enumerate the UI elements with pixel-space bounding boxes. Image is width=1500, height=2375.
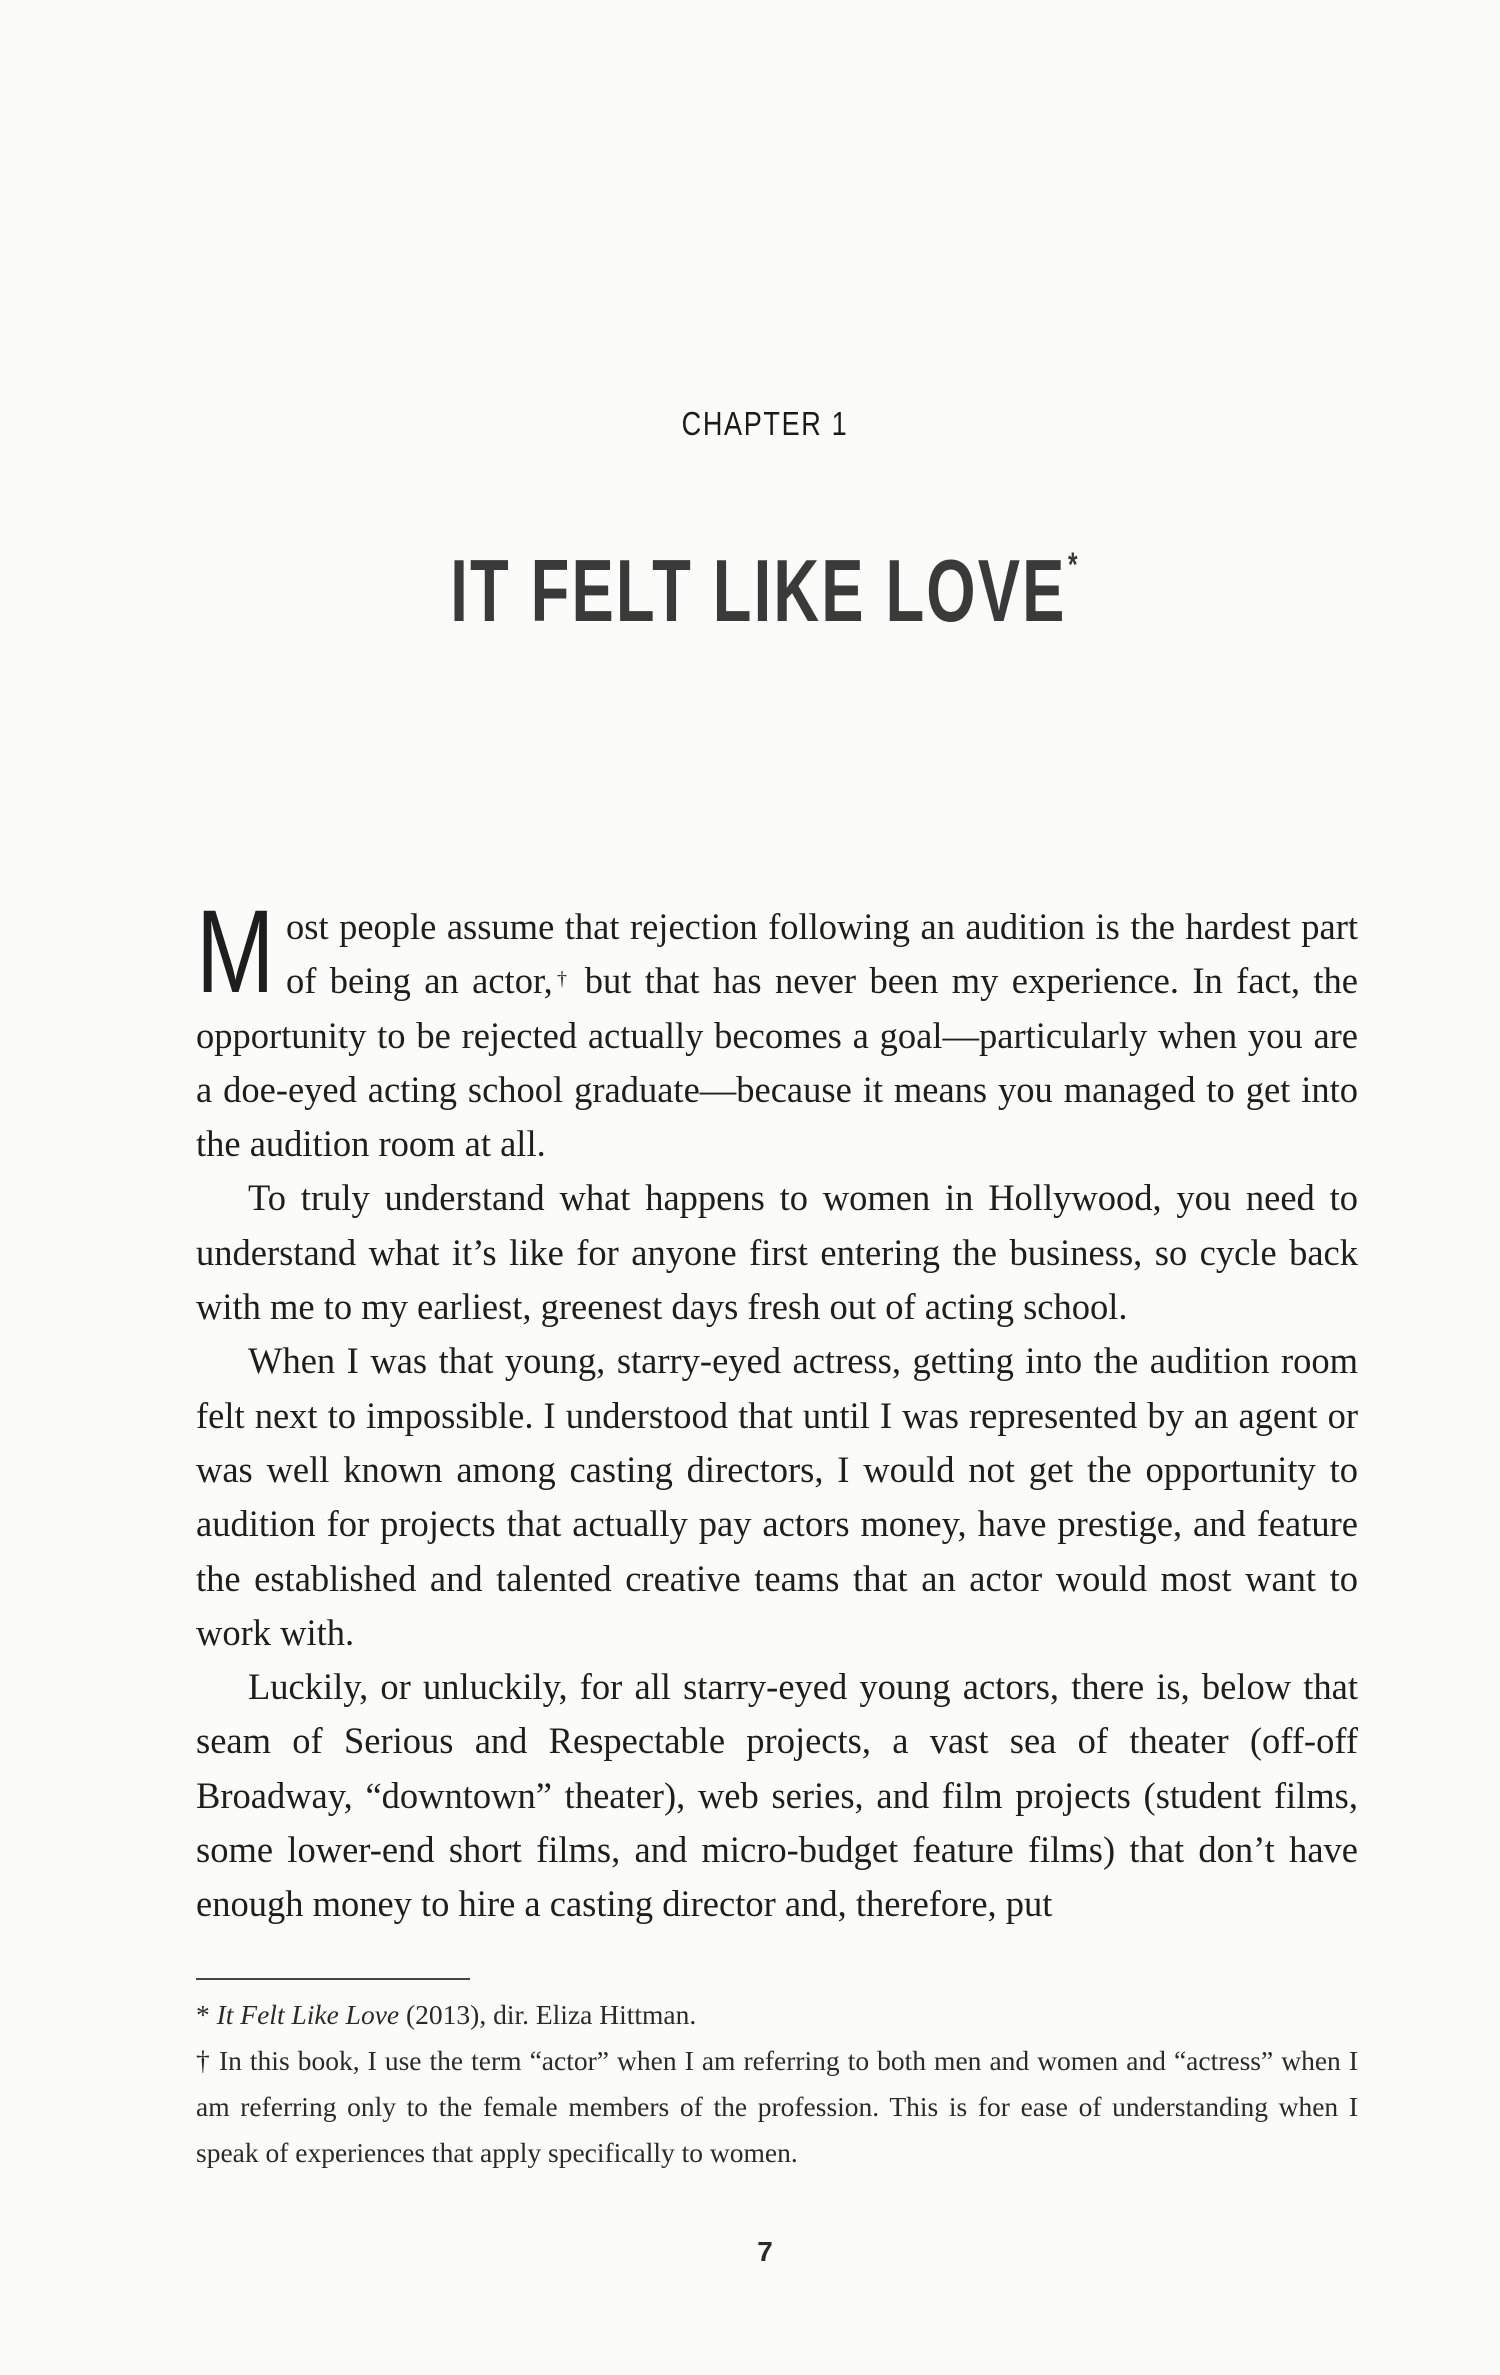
footnote-divider [196,1978,470,1980]
paragraph-1 [196,886,1359,1171]
paragraph-1-text-b: but that has never been my experience. In fact, the opportunity to be rejected actually becomes a goal—particularly when you are a doe-eyed acting school graduate—because it means you managed to get into the audition room at all. [196,960,1359,1165]
footnote-1-text: (2013), dir. Eliza Hittman. [399,1999,697,2030]
footnote-2-text: In this book, I use the term “actor” when I am referring to both men and women and “actress” when I am referring only to the female members of the profession. This is for ease of understanding when I speak of experiences that apply specifically to women. [196,2045,1358,2168]
chapter-title-text: IT FELT LIKE LOVE [450,541,1067,640]
footnote-2 [196,2038,1358,2176]
paragraph-1-text-a: ost people assume that rejection following an audition is the hardest part of being an actor, [286,906,1358,1002]
page-number: 7 [757,2236,773,2267]
chapter-label: CHAPTER 1 [681,405,849,442]
paragraph-4: Luckily, or unluckily, for all starry-eyed young actors, there is, below that seam of Serious and Respectable projects, a vast sea of theater (off-off Broadway, “downtown” theater), web series, and film projects (student films, some lower-end short films, and micro-budget feature films) that don’t have enough money to hire a casting director and, therefore, put [196,1666,1358,1925]
body-text [196,886,1359,1932]
chapter-title-footnote-mark: * [1068,546,1080,584]
footnote-2-mark: † [196,2045,211,2076]
footnote-1 [196,1992,1358,2038]
footnote-1-mark: * [196,1999,210,2030]
actor-footnote-mark: † [552,968,572,991]
paragraph-3: When I was that young, starry-eyed actress, getting into the audition room felt next to impossible. I understood that until I was represented by an agent or was well known among casting directors, I would not get the opportunity to audition for projects that actually pay actors money, have prestige, and feature the established and talented creative teams that an actor would most want to work with. [196,1340,1358,1653]
drop-cap: M [196,886,275,1018]
paragraph-2: To truly understand what happens to women in Hollywood, you need to understand what it’s like for anyone first entering the business, so cycle back with me to my earliest, greenest days fresh out of acting school. [196,1177,1358,1328]
footnote-1-film-title: It Felt Like Love [216,1999,400,2030]
footnotes [196,1992,1358,2176]
chapter-title [214,540,1316,642]
